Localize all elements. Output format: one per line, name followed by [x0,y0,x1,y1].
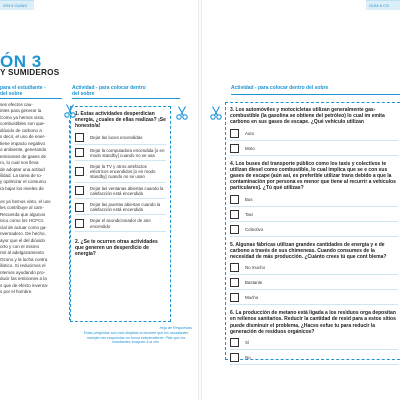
student-text-line: ilistico. Si reducimos el [0,263,46,269]
student-text-line: os ya hemos visto, el uso [0,198,51,204]
student-text-line: ra bajar los niveles de [0,185,44,191]
student-text-line: ses efectos cau- [0,102,33,107]
header-tab-right [366,0,400,10]
option-divider [75,198,166,199]
option-divider [75,214,166,215]
checkbox[interactable] [230,338,239,347]
checkbox-label: Dejar el acondicionador de aire encendido [90,218,151,229]
checkbox-option[interactable] [75,218,166,228]
answer-sheet-note [80,326,192,345]
checkbox-label: Sí [245,339,250,345]
option-divider [75,182,166,183]
option-divider [230,289,398,290]
student-text-line: nico como los HCFCs [0,218,44,224]
checkbox-label: Dejar la computadora encendida [o en modo standby] cuando no se usa [90,147,165,158]
option-divider [230,236,398,237]
question-6: 6. La producción de metano está ligada a los residuos orga depositan en rellenos sanitarios. Reducir la cantidad de resid para a estos sitios puede disminuir el problema, ¿Haces esfue tu para reducir la generación de residuos orgánicos? [230,310,396,335]
scissors-icon [176,106,188,120]
student-heading-line1: para el estudiante - [0,85,46,91]
checkbox-label: Dejar las ventanas abiertas cuando la calefacción está encendida [90,185,164,196]
student-text-line: tiene impacto negativo [0,140,46,146]
checkbox[interactable] [230,278,239,287]
checkbox-label: Auto [245,130,255,136]
option-divider [230,304,398,305]
checkbox-option[interactable] [75,202,166,212]
student-text-line: s decir, el uso de ener- [0,134,46,140]
question-4-options [230,195,398,237]
middle-heading-rule [72,98,180,99]
checkbox-label: Dejar la TV y otros artefactos eléctricos encendidos [o en modo standby] cuando no se usan [90,164,156,180]
checkbox[interactable] [75,186,84,195]
question-4: 4. Los buses del transporte público como los taxis y colectivos te utilizan diesel como combustible, lo cual implica que se e con sus gases de escape (aún así, es preferible utilizar trans debido a que la contaminación por persona es menor que tiene al recurrir a vehículos particulares). ¿Tú qué utilizas? [230,160,396,192]
student-heading-line2: del sobre [0,91,23,97]
student-text-line: ntir al adelgazamiento [0,250,45,256]
right-heading-rule [231,94,400,95]
option-divider [75,160,166,161]
checkbox-option[interactable] [75,164,166,180]
checkbox-label: Bastante [245,280,263,286]
checkbox[interactable] [75,219,84,228]
section-subtitle: Y SUMIDEROS [0,68,60,77]
option-divider [230,206,398,207]
student-text-line: ayor que el del dióxido [0,237,46,243]
option-divider [230,349,398,350]
question-5-options [230,263,398,305]
checkbox-option[interactable] [230,353,398,362]
option-divider [75,231,166,232]
checkbox[interactable] [75,148,84,157]
middle-heading-line1: Actividad - para colocar dentro [72,85,146,91]
checkbox-label: No mucho [245,265,266,271]
option-divider [230,221,398,222]
scissors-icon [210,106,222,120]
checkbox-option[interactable] [230,129,398,138]
option-divider [230,140,398,141]
student-text-line: de adoptar una actitud [0,166,45,172]
student-text-line: orto y con el mismo [0,243,40,249]
header-tab-left-text: IÓN 5 GUÍAS [3,3,28,8]
student-text-line: y optimizar el consumo [0,179,47,185]
question-1: 1. Estas actividades desperdician energía, ¿cuales de ellas realizas? ¡Se honesto/a! [75,111,166,130]
student-text-line: s por el hombre. [0,289,33,295]
student-text-line: dióxido de carbono a [0,127,42,133]
checkbox[interactable] [230,195,239,204]
footnote-text: Estas preguntas son más dirigidas al docente que los estudiantes manejen las respuestas en forma independiente. Pide que los estudiantes busquen a la vez. [83,330,189,345]
middle-column-heading [72,85,182,97]
option-divider [75,144,166,145]
middle-heading-line2: del sobre [72,91,95,97]
student-text-line: ducir las emisiones a la [0,276,47,282]
header-tab-right-text: GUÍA 5 CO [369,3,390,8]
student-text-line: Recuerda que algunos [0,211,46,217]
option-divider [230,274,398,275]
student-text-line: ntemos ayudando pro- [0,269,46,275]
checkbox-option[interactable] [230,278,398,287]
checkbox[interactable] [230,225,239,234]
checkbox[interactable] [230,144,239,153]
checkbox[interactable] [75,133,84,142]
option-divider [230,155,398,156]
question-3-options [230,129,398,156]
student-text-line: cial de actuar como ga- [0,224,47,230]
student-body-text [0,102,60,296]
checkbox-option[interactable] [230,293,398,302]
checkbox-option[interactable] [230,210,398,219]
header-tab-left [0,0,34,10]
question-1-options [75,133,166,232]
question-6-options [230,338,398,365]
checkbox-option[interactable] [230,144,398,153]
student-text-line: intes para generar la [0,108,42,114]
checkbox-option[interactable] [230,263,398,272]
option-divider [230,364,398,365]
checkbox-option[interactable] [230,338,398,347]
checkbox-option[interactable] [230,225,398,234]
student-text-line: combustibles son que- [0,121,46,127]
checkbox[interactable] [75,167,84,176]
question-3: 3. Los automóviles y motocicletas utilizan generalmente gas- combustible (la gasolina se obtiene del petróleo) lo cual im emita carbono en sus gases de escape. ¿Qué vehículo utilizan [230,107,385,126]
footnote-title: Hoja de Respuestas [159,326,192,330]
student-column-heading [0,85,60,97]
student-text-line: ilidad. La tarea de to- [0,172,43,178]
student-text-line: Como ya hemos visto, [0,114,45,120]
student-text-line: nvernadero. De hecho, [0,231,46,237]
section-title: ÓN 3 [0,52,42,71]
checkbox-label: Taxi [245,211,253,217]
student-text-line: les contribuye al cam- [0,205,44,211]
checkbox[interactable] [230,353,239,362]
student-text-line: ro, lo cual nos lleva [0,160,39,166]
right-activity-box [225,102,400,360]
checkbox-option[interactable] [75,133,166,142]
question-5: 5. Algunas fábricas utilizan grandes cantidades de energía y e de carbono a través de sus chimeneas. Cuando consumes de la necesidad de más producción. ¿Cuánto crees tú que cont blema? [230,241,387,261]
middle-activity-box [70,106,171,322]
checkbox[interactable] [230,129,239,138]
checkbox-label: Dejar las puertas abiertas cuando la calefacción está encendida [90,202,161,213]
checkbox-label: Colectivo [245,226,264,232]
student-heading-rule [0,98,62,99]
checkbox-label: Bus [245,196,253,202]
checkbox-label: Mucho [245,295,259,301]
checkbox-label: No [245,354,251,360]
checkbox-label: Dejar las luces encendidas [90,134,143,140]
student-text-line: Ozono y la lucha contra [0,256,48,262]
right-column-heading: Actividad - para colocar dentro del sobre [231,85,329,91]
student-text-line: emisiones de gases de [0,153,47,159]
checkbox-option[interactable] [75,148,166,158]
question-2: 2. ¿Se te ocurren otras actividades que generen un desperdicio de energía? [75,238,158,258]
student-text-line: s que de efecto inverna- [0,282,49,288]
page-gutter [198,0,202,400]
checkbox-label: Moto [245,145,255,151]
checkbox[interactable] [230,210,239,219]
student-text-line: o ambiente, generando [0,147,47,153]
checkbox[interactable] [230,263,239,272]
checkbox[interactable] [230,293,239,302]
checkbox-option[interactable] [230,195,398,204]
checkbox[interactable] [75,203,84,212]
checkbox-option[interactable] [75,186,166,196]
